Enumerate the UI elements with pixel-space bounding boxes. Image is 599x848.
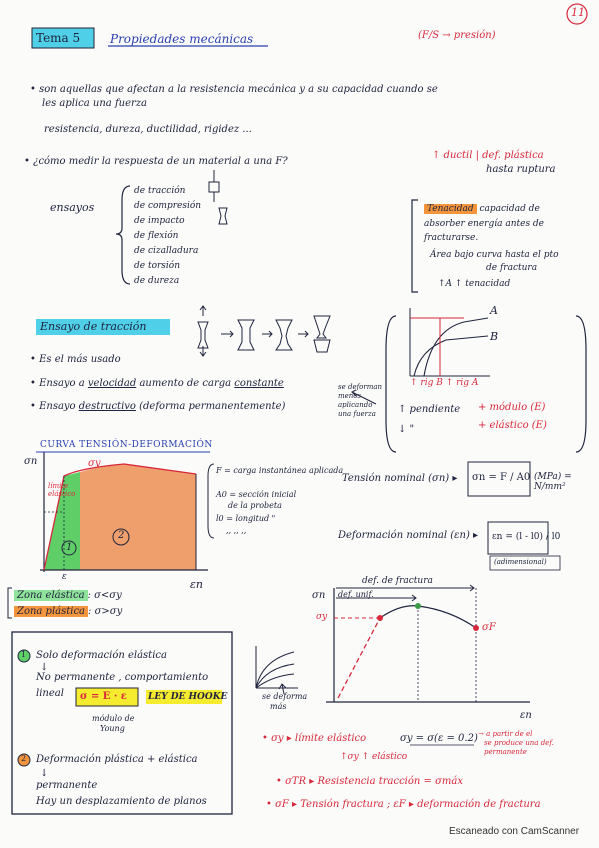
box-line-1: Solo deformación elástica	[36, 650, 167, 661]
pendiente-up: ↑ pendiente	[398, 404, 461, 415]
hooke-law: LEY DE HOOKE	[148, 692, 228, 702]
sy-arrow-note: ↑σy ↑ elástico	[340, 752, 408, 762]
fracture-y-label: σn	[312, 590, 326, 601]
def-a0-cont: de la probeta	[228, 501, 282, 510]
zona-elastica: Zona elástica	[14, 590, 88, 601]
ensayo-item: de cizalladura	[134, 246, 199, 256]
ensayo-item: de impacto	[134, 216, 185, 226]
compression-specimen-icon	[219, 208, 227, 224]
intro-line-1: • son aquellas que afectan a la resistencia mecánica y a su capacidad cuando se	[30, 84, 438, 95]
curva-y-label: σn	[24, 456, 38, 467]
ab-caption: ↑ rig B ↑ rig A	[410, 378, 479, 388]
ab-side-note: se deforman	[338, 383, 383, 391]
modulo-label: módulo de	[92, 714, 135, 723]
ensayo-item: de flexión	[134, 231, 179, 241]
mini-caption-2: más	[270, 702, 287, 711]
mini-curves-graph	[256, 646, 298, 694]
def-label: Deformación nominal (εn) ▸	[338, 530, 479, 541]
sy-note-1: → a partir de el	[478, 730, 533, 738]
ab-label-b: B	[490, 330, 499, 343]
ab-side-note: una fuerza	[338, 410, 376, 418]
tension-formula: σn = F / A0	[472, 472, 531, 483]
fracture-x-label: εn	[520, 710, 532, 721]
ab-side-note: menos	[338, 392, 362, 400]
curva-limite: límite elástico	[48, 482, 76, 498]
sy-note-2: se produce una def.	[484, 739, 554, 747]
ab-label-a: A	[490, 304, 498, 317]
tenacidad-line-3: fracturarse.	[424, 233, 479, 243]
tension-units: (MPa) = N/mm²	[534, 472, 572, 492]
def-formula: εn = (l - l0) / l0	[492, 532, 561, 542]
pressure-note: (F/S → presión)	[418, 30, 496, 41]
page-title: Propiedades mecánicas	[110, 32, 254, 46]
def-units: (adimensional)	[494, 558, 547, 566]
young-label: Young	[100, 724, 125, 733]
traccion-bullet-1: • Es el más usado	[30, 354, 121, 365]
tenacidad-bracket	[412, 200, 418, 292]
traction-specimen-icon	[209, 170, 219, 202]
tenacidad-line-4: Área bajo curva hasta el pto	[430, 250, 559, 260]
box-arrow-2: ↓	[40, 768, 49, 779]
box-line-7: permanente	[36, 780, 98, 791]
trs-line: • σTR ▸ Resistencia tracción = σmáx	[276, 776, 463, 787]
curva-x-label: εn	[190, 578, 203, 591]
tenacidad-line-6: ↑A ↑ tenacidad	[438, 279, 511, 289]
box-line-4: lineal	[36, 688, 64, 699]
box-num-1: 1	[21, 650, 27, 659]
traccion-bullet-2: • Ensayo a velocidad aumento de carga constante	[30, 378, 284, 389]
scanner-footer: Escaneado con CamScanner	[449, 826, 580, 837]
def-f: F = carga instantánea aplicada	[216, 466, 344, 475]
def-ditto: ,, ,, ,,	[226, 526, 247, 535]
stress-strain-curve	[36, 452, 210, 572]
ensayos-brace	[116, 186, 130, 284]
curva-sigma-y: σy	[88, 458, 101, 469]
box-line-3: No permanente , comportamiento	[36, 672, 209, 683]
fracture-top-label: def. de fractura	[362, 576, 433, 586]
ensayo-item: de dureza	[134, 276, 180, 286]
tenacidad-label: Tenacidad	[424, 204, 477, 214]
elastico-note: + elástico (E)	[478, 420, 547, 431]
box-line-5: Deformación plástica + elástica	[36, 754, 198, 765]
ductility-note-1: ↑ ductil | def. plástica	[432, 150, 544, 161]
ensayo-item: de tracción	[134, 186, 186, 196]
mini-caption-1: se deforma	[262, 692, 308, 701]
intro-line-2: les aplica una fuerza	[42, 98, 148, 109]
tenacidad-line-2: absorber energía antes de	[424, 219, 545, 229]
page-number: 11	[571, 6, 585, 19]
hooke-formula: σ = E · ε	[80, 691, 127, 702]
definitions-bracket	[208, 464, 214, 538]
sf-line: • σF ▸ Tensión fractura ; εF ▸ deformación de fractura	[266, 799, 541, 810]
sy-label: • σy ▸ límite elástico	[262, 733, 367, 744]
ductility-note-2: hasta ruptura	[486, 164, 556, 175]
intro-properties-list: resistencia, dureza, ductilidad, rigidez ...	[44, 124, 252, 135]
tenacidad-line-1: capacidad de	[479, 204, 540, 214]
curva-region-2: 2	[118, 530, 125, 541]
ensayos-label: ensayos	[50, 201, 95, 214]
box-arrow-1: ↓	[40, 662, 49, 673]
sy-formula: σy = σ(ε = 0.2)	[400, 733, 478, 744]
sy-note-3: permanente	[484, 748, 527, 756]
traccion-bullet-3: • Ensayo destructivo (deforma permanentemente)	[30, 401, 286, 412]
tension-label: Tensión nominal (σn) ▸	[342, 473, 458, 484]
zonas-bracket	[8, 588, 12, 618]
question-line: • ¿cómo medir la respuesta de un material a una F?	[24, 156, 288, 167]
fracture-sigma-f: σF	[482, 622, 496, 633]
modulo-note: + módulo (E)	[478, 402, 546, 413]
ensayo-item: de torsión	[134, 261, 180, 271]
def-a0: A0 = sección inicial	[216, 490, 297, 499]
fracture-graph	[326, 585, 530, 702]
fracture-uniform-label: def. unif.	[338, 590, 374, 599]
box-line-8: Hay un desplazamiento de planos	[36, 796, 207, 807]
curva-region-1: 1	[66, 542, 73, 553]
pendiente-down: ↓ "	[398, 424, 415, 435]
specimen-sequence-icon	[198, 306, 330, 356]
ab-side-note: aplicando	[338, 401, 373, 409]
zona-plastica: Zona plástica	[14, 606, 88, 617]
tenacidad-line-5: de fractura	[486, 263, 538, 273]
curva-eps-tick: ε	[62, 572, 67, 582]
curva-title: CURVA TENSIÓN-DEFORMACIÓN	[40, 440, 213, 450]
ensayo-item: de compresión	[134, 201, 202, 211]
title-topic: Tema 5	[36, 31, 81, 45]
def-l0: l0 = longitud "	[216, 514, 276, 523]
traccion-title: Ensayo de tracción	[40, 320, 147, 333]
fracture-sigma-y: σy	[316, 612, 328, 622]
box-num-2: 2	[21, 754, 27, 763]
